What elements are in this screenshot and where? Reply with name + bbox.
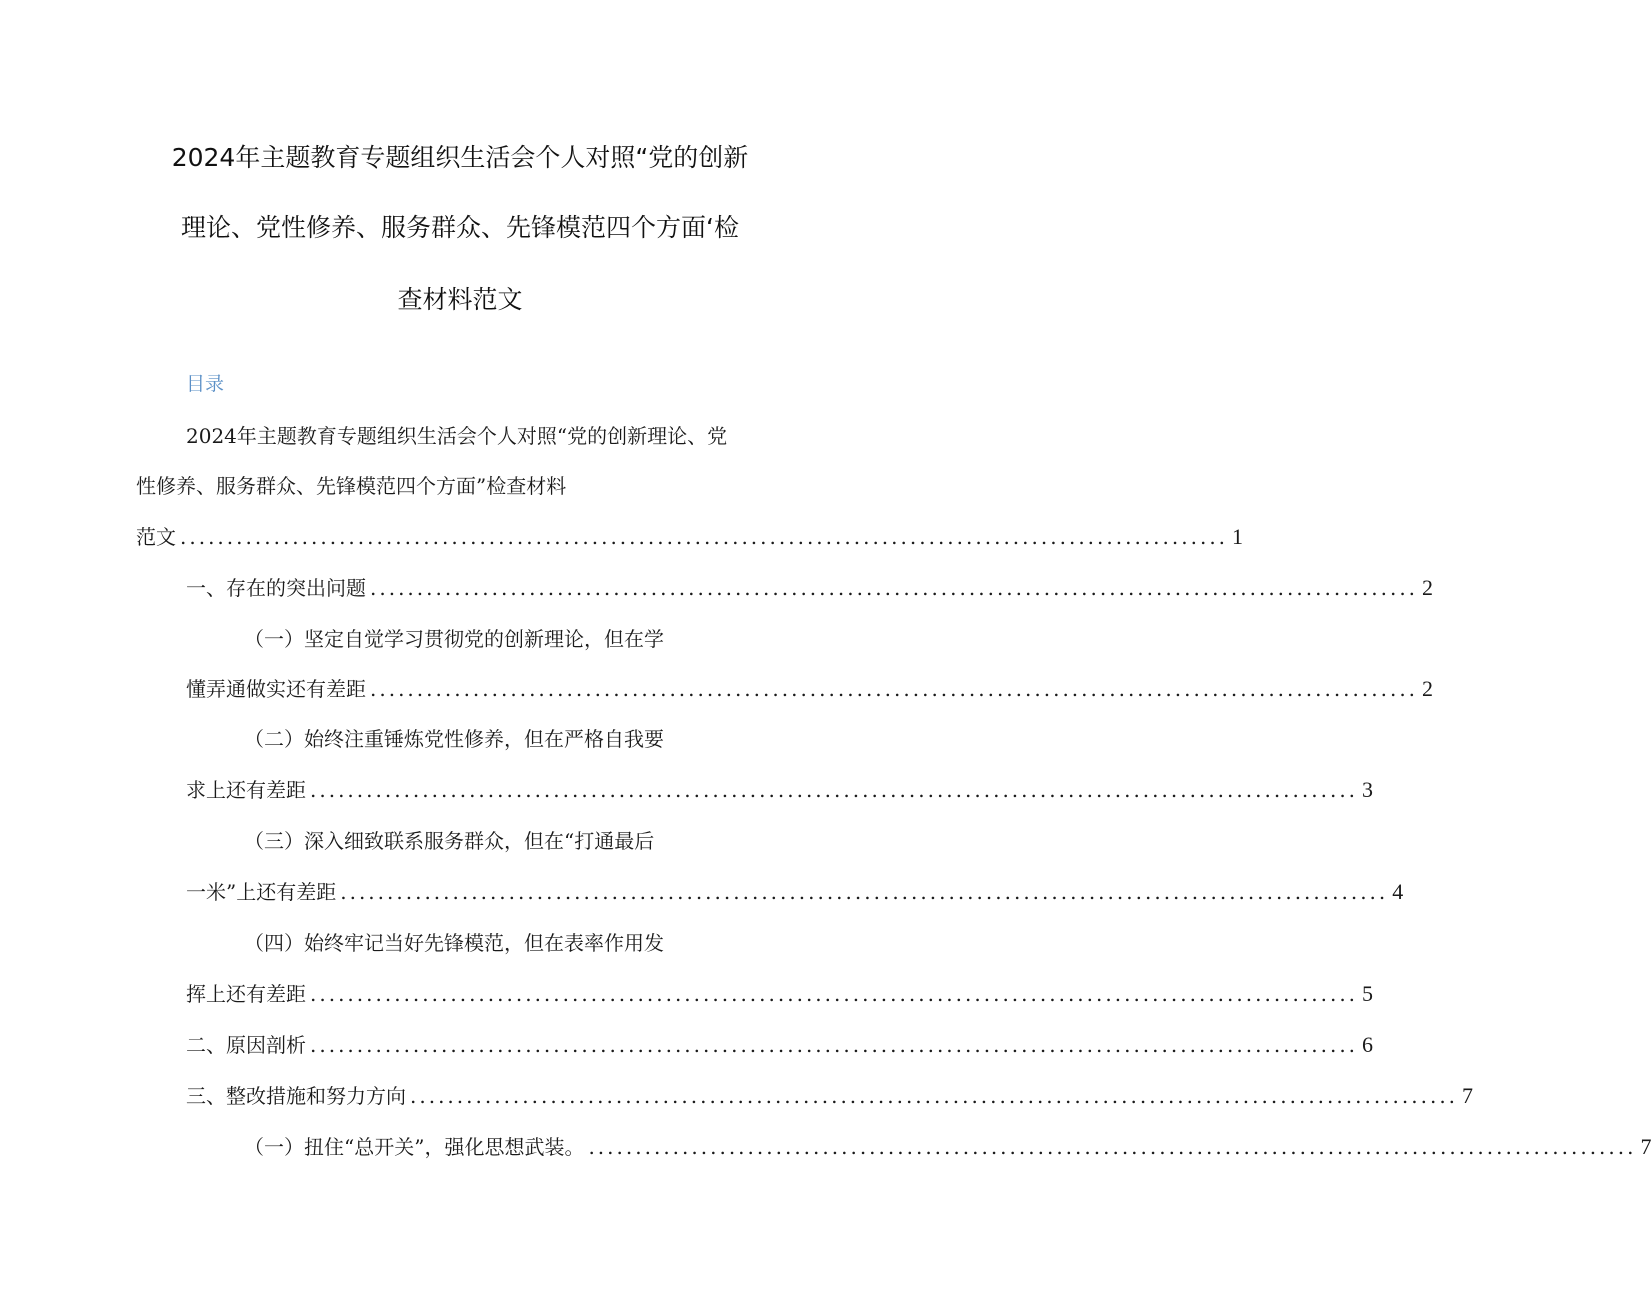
toc-entry-label: 三、整改措施和努力方向 [186, 1084, 406, 1108]
toc-entry-label: 懂弄通做实还有差距 [186, 677, 366, 701]
toc-entry-problems[interactable] [186, 572, 1434, 601]
toc-entry-serve-masses[interactable] [186, 876, 1404, 905]
toc-entry-pre-line: （三）深入细致联系服务群众，但在“打通最后 [244, 829, 655, 853]
toc-page-number: 3 [1362, 777, 1374, 802]
toc-entry-rectification[interactable] [186, 1080, 1474, 1109]
toc-heading: 目录 [186, 373, 225, 395]
toc-page-number: 2 [1422, 676, 1434, 701]
toc-entry-label: 挥上还有差距 [186, 982, 306, 1006]
toc-leader-dots: ................................................................................................................ [310, 982, 1359, 1006]
toc-entry-fanwen[interactable] [136, 521, 1244, 550]
toc-entry-label: 一米”上还有差距 [186, 880, 337, 904]
toc-entry-cause-analysis[interactable] [186, 1029, 1374, 1058]
toc-leader-dots: ................................................................................................................ [410, 1084, 1459, 1108]
toc-leader-dots: ................................................................................................................ [370, 576, 1419, 600]
toc-leader-dots: ................................................................................................................ [588, 1135, 1637, 1159]
toc-page-number: 1 [1232, 524, 1244, 549]
toc-page-number: 7 [1462, 1083, 1474, 1108]
toc-entry-label: 二、原因剖析 [186, 1033, 306, 1057]
toc-entry-label: （一）扭住“总开关”，强化思想武装。 [244, 1135, 585, 1159]
toc-entry-label: 一、存在的突出问题 [186, 576, 366, 600]
toc-page-number: 2 [1422, 575, 1434, 600]
toc-page-number: 5 [1362, 981, 1374, 1006]
toc-leader-dots: ................................................................................................................ [340, 880, 1389, 904]
toc-entry-party-spirit[interactable] [186, 774, 1374, 803]
document-title-line-1: 2024年主题教育专题组织生活会个人对照“党的创新 [171, 143, 749, 172]
toc-entry-pre-line: （二）始终注重锤炼党性修养，但在严格自我要 [244, 727, 664, 751]
toc-entry-theory[interactable] [186, 673, 1434, 702]
document-title-line-3: 查材料范文 [397, 285, 523, 314]
toc-leader-dots: ................................................................................................................ [180, 525, 1229, 549]
document-title-line-2: 理论、党性修养、服务群众、先锋模范四个方面‘检 [181, 213, 739, 242]
toc-entry-pre-line: （一）坚定自觉学习贯彻党的创新理论，但在学 [244, 627, 664, 651]
toc-leader-dots: ................................................................................................................ [310, 1033, 1359, 1057]
toc-page-number: 4 [1392, 879, 1404, 904]
toc-leader-dots: ................................................................................................................ [310, 778, 1359, 802]
toc-leader-dots: ................................................................................................................ [370, 677, 1419, 701]
toc-page-number: 6 [1362, 1032, 1374, 1057]
toc-page-number: 7 [1640, 1134, 1651, 1159]
toc-entry-master-switch[interactable] [244, 1131, 1651, 1160]
toc-intro-line-1: 2024年主题教育专题组织生活会个人对照“党的创新理论、党 [186, 424, 728, 448]
toc-entry-vanguard[interactable] [186, 978, 1374, 1007]
toc-entry-label: 求上还有差距 [186, 778, 306, 802]
toc-entry-label: 范文 [136, 525, 176, 549]
toc-entry-pre-line: （四）始终牢记当好先锋模范，但在表率作用发 [244, 931, 664, 955]
toc-intro-line-2: 性修养、服务群众、先锋模范四个方面”检查材料 [136, 474, 567, 498]
